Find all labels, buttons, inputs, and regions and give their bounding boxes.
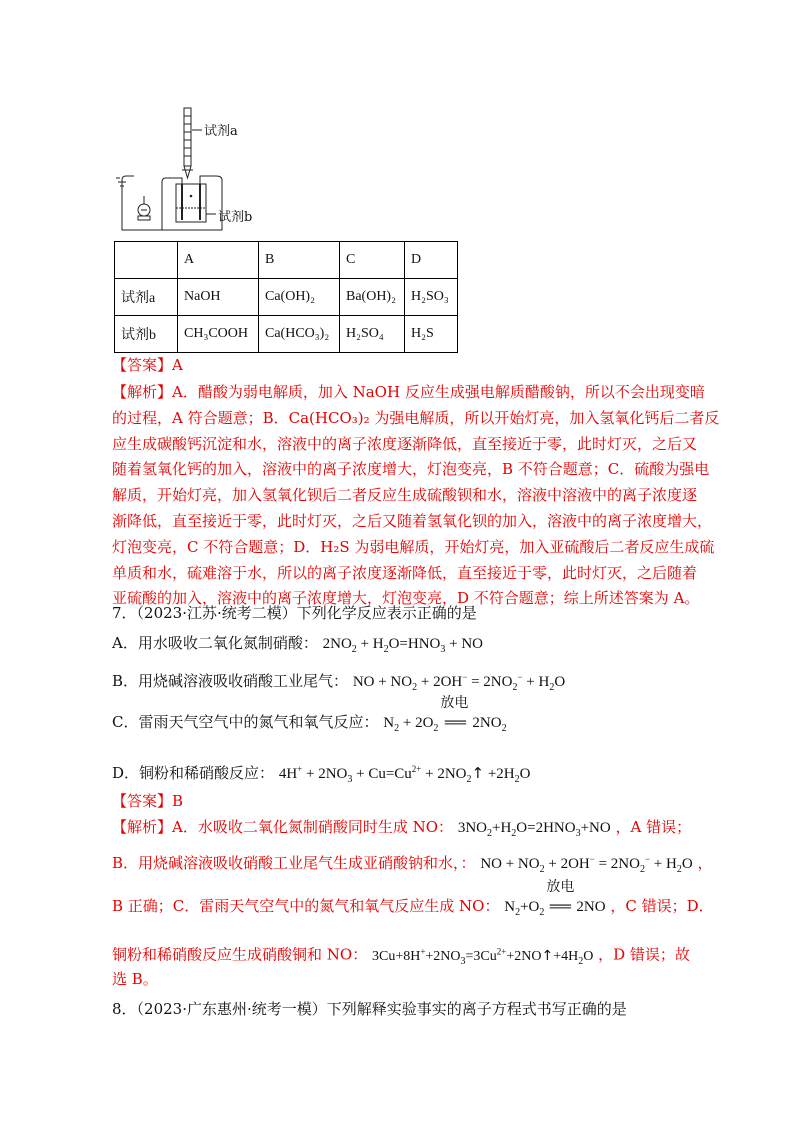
q7-stem: 7．（2023·江苏·统考二模）下列化学反应表示正确的是: [112, 604, 477, 622]
q7-analysis-line-4: [112, 942, 690, 970]
table-cell: H₂SO₄: [340, 316, 405, 353]
q6-analysis: [112, 380, 719, 612]
table-cell: Ca(OH)₂: [259, 279, 340, 316]
table-header-cell: C: [340, 242, 405, 279]
row-label: 试剂a: [115, 279, 178, 316]
q7-analysis-line-5: 选 B。: [112, 970, 158, 988]
table-header-cell: A: [178, 242, 259, 279]
conductivity-apparatus-figure: [112, 100, 272, 235]
reagent-table: [114, 241, 458, 353]
analysis-text: ，D 错误；故: [598, 945, 690, 964]
table-header-row: [115, 242, 458, 279]
analysis-line: 解质，开始灯亮，加入氢氧化钡后二者反应生成硫酸钡和水，溶液中溶液中的离子浓度逐: [112, 486, 698, 505]
analysis-text: ，C 错误；D．: [610, 897, 714, 915]
analysis-line: 随着氢氧化钙的加入，溶液中的离子浓度增大，灯泡变亮，B 不符合题意；C．硫酸为强电: [112, 460, 710, 479]
table-header-cell: D: [405, 242, 458, 279]
reaction-condition: 放电: [546, 880, 575, 895]
analysis-equation: $N_2+O_2$ 放电 ══ 2NO: [504, 880, 606, 918]
table-cell: CH₃COOH: [178, 316, 259, 353]
reaction-condition: 放电: [440, 696, 469, 711]
row-label: 试剂b: [115, 316, 178, 353]
table-row: [115, 316, 458, 353]
q7-analysis-line-1: [112, 818, 691, 843]
table-cell: Ba(OH)₂: [340, 279, 405, 316]
table-header-cell: [115, 242, 178, 279]
option-c-equation: $N_2 + 2O_2$ 放电 ══ $2NO_2$: [383, 696, 507, 734]
table-header-cell: B: [259, 242, 340, 279]
analysis-equation: NO + $NO_2 + 2OH^- = 2NO_2^- + H_2O$: [480, 854, 693, 875]
analysis-equation: $3NO_2+H_2O=2HNO_3+NO$: [457, 820, 611, 839]
analysis-text: 铜粉和稀硝酸反应生成硝酸铜和 NO：: [112, 945, 368, 964]
analysis-text: 【解析】A．水吸收二氧化氮制硝酸同时生成 NO：: [112, 818, 454, 836]
analysis-text: ，A 错误；: [615, 818, 692, 836]
analysis-line: 【解析】A．醋酸为弱电解质，加入 NaOH 反应生成强电解质醋酸钠，所以不会出现变暗: [112, 383, 705, 401]
analysis-text: ，: [697, 854, 713, 872]
table-cell: H₂S: [405, 316, 458, 353]
analysis-text: B 正确；C．雷雨天气空气中的氮气和氧气反应生成 NO：: [112, 897, 500, 915]
option-a-label: A．用水吸收二氧化氮制硝酸：: [112, 634, 318, 652]
q7-analysis-line-2: [112, 850, 712, 879]
q7-option-a: [112, 634, 483, 659]
analysis-line: 渐降低，直至接近于零，此时灯灭，之后又随着氢氧化钡的加入，溶液中的离子浓度增大，: [112, 511, 713, 530]
option-b-label: B．用烧碱溶液吸收硝酸工业尾气：: [112, 672, 349, 690]
analysis-line: 亚硫酸的加入，溶液中的离子浓度增大，灯泡变亮，D 不符合题意；综上所述答案为 A。: [112, 589, 700, 608]
table-row: [115, 279, 458, 316]
table-cell: H₂SO₃: [405, 279, 458, 316]
analysis-line: 应生成碳酸钙沉淀和水，溶液中的离子浓度逐渐降低，直至接近于零，此时灯灭，之后又: [112, 434, 698, 453]
option-c-label: C．雷雨天气空气中的氮气和氧气反应：: [112, 713, 379, 731]
reagent-b-label: 试剂b: [218, 210, 253, 225]
analysis-text: B．用烧碱溶液吸收硝酸工业尾气生成亚硝酸钠和水，：: [112, 854, 476, 872]
analysis-line: 单质和水，硫难溶于水，所以的离子浓度逐渐降低，直至接近于零，此时灯灭，之后随着: [112, 563, 698, 582]
q7-option-b: [112, 668, 565, 697]
q6-answer: 【答案】A: [112, 356, 183, 374]
option-b-equation: NO + $NO_2 + 2OH^- = 2NO_2^- + H_2O$: [352, 672, 566, 693]
q7-answer: 【答案】B: [112, 792, 184, 810]
option-d-label: D．铜粉和稀硝酸反应：: [112, 764, 275, 782]
q8-stem: 8．（2023·广东惠州·统考一模）下列解释实验事实的离子方程式书写正确的是: [112, 1000, 627, 1018]
q7-option-d: [112, 760, 530, 789]
reagent-a-label: 试剂a: [204, 124, 238, 139]
analysis-line: 灯泡变亮，C 不符合题意；D．H₂S 为弱电解质，开始灯亮，加入亚硫酸后二者反应生成硫: [112, 537, 715, 556]
table-cell: NaOH: [178, 279, 259, 316]
option-a-equation: $2NO_2 + H_2O=HNO_3$ + NO: [322, 636, 484, 655]
table-cell: Ca(HCO₃)₂: [259, 316, 340, 353]
option-d-equation: $4H^+ + 2NO_3 + Cu=Cu^{2+}$ + $2NO_2↑ +2H_2O$: [278, 764, 531, 785]
analysis-equation: $3Cu+8H^++2NO_3=3Cu^{2+}+2NO↑+4H_2O$: [371, 946, 594, 967]
q7-analysis-line-3: [112, 880, 714, 922]
q7-option-c: [112, 696, 507, 738]
analysis-line: 的过程，A 符合题意；B．Ca(HCO₃)₂ 为强电解质，所以开始灯亮，加入氢氧化钙后二者反: [112, 408, 720, 427]
